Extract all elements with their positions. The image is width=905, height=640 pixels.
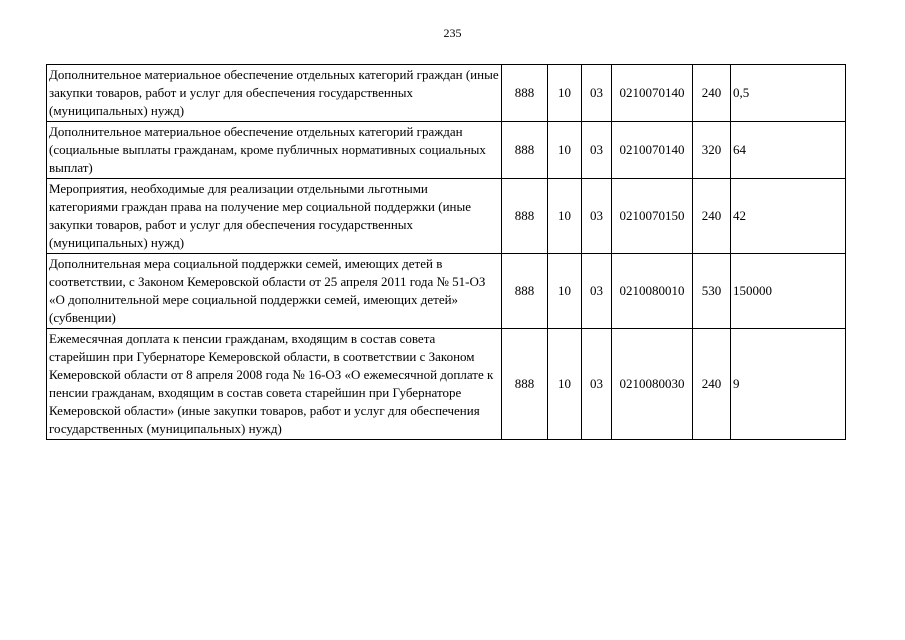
subsection-code: 03: [582, 254, 612, 329]
expense-type-code: 240: [693, 329, 731, 440]
subsection-code: 03: [582, 122, 612, 179]
ministry-code: 888: [502, 254, 548, 329]
subsection-code: 03: [582, 179, 612, 254]
ministry-code: 888: [502, 122, 548, 179]
section-code: 10: [548, 179, 582, 254]
table-row: [47, 65, 846, 122]
amount-value: 9: [731, 329, 846, 440]
amount-value: 42: [731, 179, 846, 254]
table-row: [47, 179, 846, 254]
page-number: 235: [443, 26, 462, 40]
row-description: Ежемесячная доплата к пенсии гражданам, входящим в состав совета старейшин при Губернаторе Кемеровской области, в соответствии с Законом Кемеровской области от 8 апреля 2008 года № 16-ОЗ «О ежемесячной доплате к пенсии гражданам, входящим в состав совета старейшин при Губернаторе Кемеровской области» (иные закупки товаров, работ и услуг для обеспечения государственных (муниципальных) нужд): [47, 329, 502, 440]
table-row: [47, 254, 846, 329]
target-article-code: 0210070150: [612, 179, 693, 254]
row-description: Дополнительное материальное обеспечение отдельных категорий граждан (иные закупки товаров, работ и услуг для обеспечения государственных (муниципальных) нужд): [47, 65, 502, 122]
row-description: Дополнительная мера социальной поддержки семей, имеющих детей в соответствии, с Законом Кемеровской области от 25 апреля 2011 года № 51-ОЗ «О дополнительной мере социальной поддержки семей, имеющих детей» (субвенции): [47, 254, 502, 329]
target-article-code: 0210070140: [612, 65, 693, 122]
row-description: Мероприятия, необходимые для реализации отдельными льготными категориями граждан права на получение мер социальной поддержки (иные закупки товаров, работ и услуг для обеспечения государственных (муниципальных) нужд): [47, 179, 502, 254]
table-row: [47, 329, 846, 440]
row-description: Дополнительное материальное обеспечение отдельных категорий граждан (социальные выплаты гражданам, кроме публичных нормативных социальных выплат): [47, 122, 502, 179]
expense-type-code: 530: [693, 254, 731, 329]
section-code: 10: [548, 329, 582, 440]
amount-value: 150000: [731, 254, 846, 329]
target-article-code: 0210080010: [612, 254, 693, 329]
subsection-code: 03: [582, 329, 612, 440]
amount-value: 0,5: [731, 65, 846, 122]
section-code: 10: [548, 122, 582, 179]
ministry-code: 888: [502, 179, 548, 254]
table-row: [47, 122, 846, 179]
expense-type-code: 240: [693, 65, 731, 122]
target-article-code: 0210080030: [612, 329, 693, 440]
budget-table: [46, 64, 846, 440]
section-code: 10: [548, 254, 582, 329]
ministry-code: 888: [502, 65, 548, 122]
amount-value: 64: [731, 122, 846, 179]
table-body: [47, 65, 846, 440]
ministry-code: 888: [502, 329, 548, 440]
section-code: 10: [548, 65, 582, 122]
expense-type-code: 240: [693, 179, 731, 254]
expense-type-code: 320: [693, 122, 731, 179]
subsection-code: 03: [582, 65, 612, 122]
target-article-code: 0210070140: [612, 122, 693, 179]
